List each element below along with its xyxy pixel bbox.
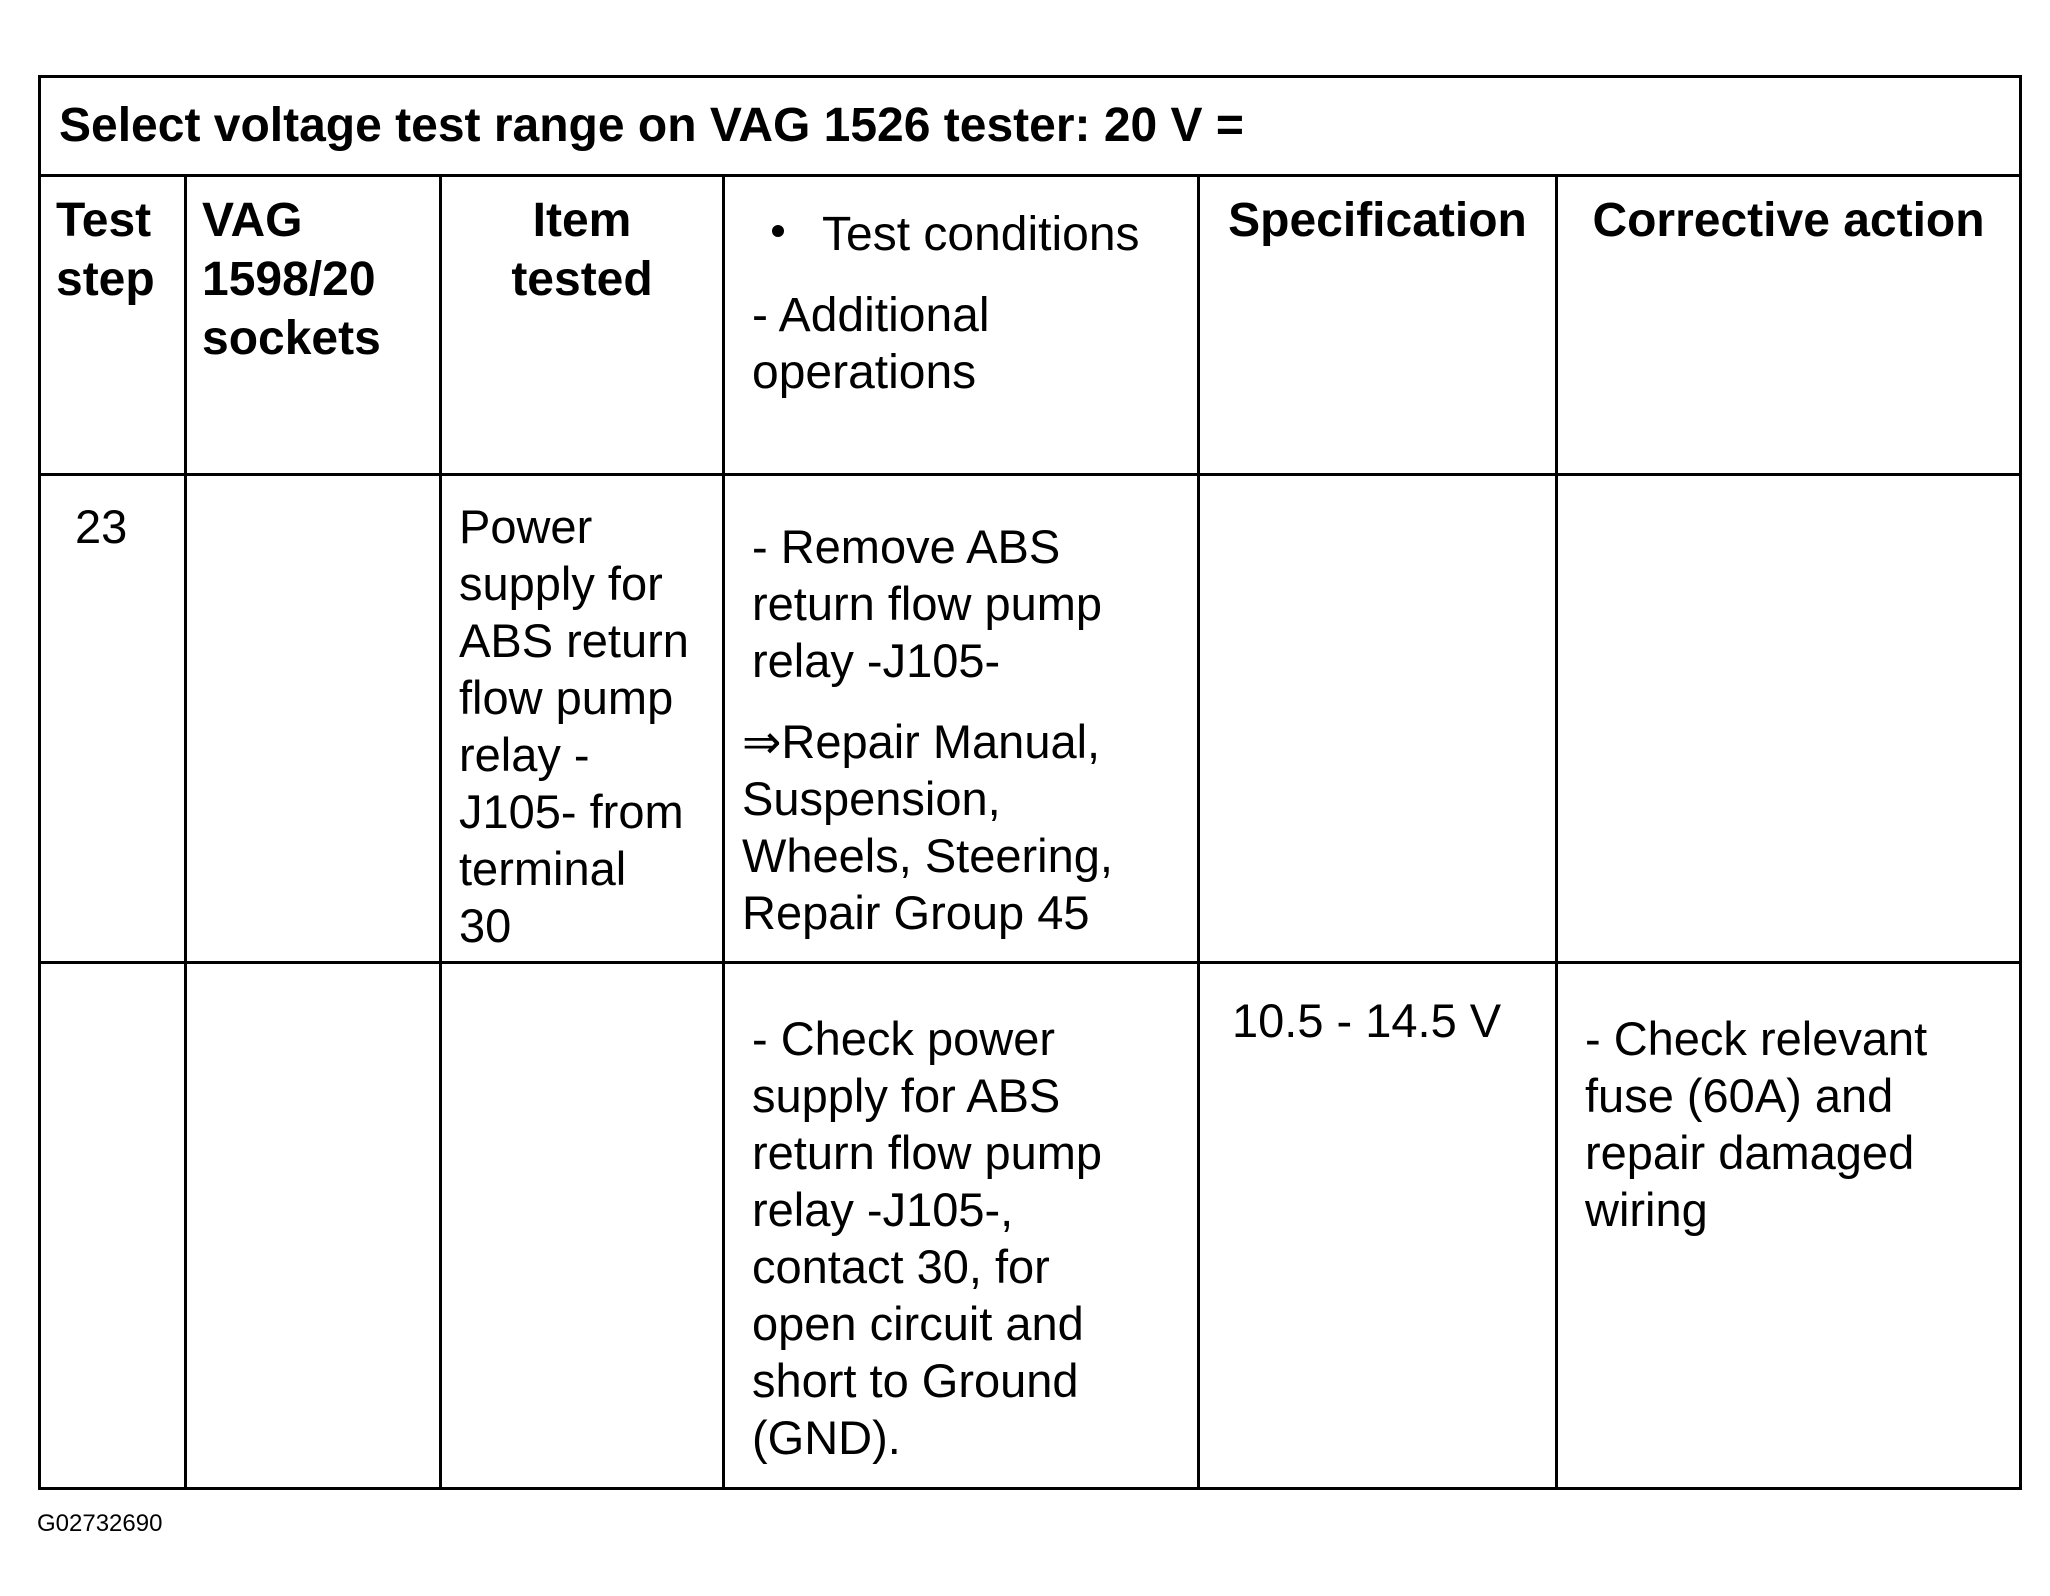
header-item-tested: Item tested [441,176,724,475]
table-row [40,963,2021,1489]
header-row [40,176,2021,475]
additional-operations-label: - Additional operations [752,289,990,399]
test-table [38,75,2022,1490]
title-row [40,77,2021,176]
row2-specification: 10.5 - 14.5 V [1199,963,1557,1489]
row1-sockets [186,475,441,963]
bullet-icon [772,225,784,237]
row2-conditions: - Check power supply for ABS return flow pump relay -J105-, contact 30, for open circuit and short to Ground (GND). [724,963,1199,1489]
figure-code: G02732690 [37,1510,163,1537]
row2-item-tested [441,963,724,1489]
row2-sockets [186,963,441,1489]
header-corrective-action: Corrective action [1557,176,2021,475]
row1-conditions-text: - Remove ABS return flow pump relay -J105- [752,520,1103,687]
test-conditions-line [752,205,1197,264]
test-conditions-label: Test conditions [822,208,1140,261]
row1-test-step: 23 [40,475,186,963]
row1-item-tested: Power supply for ABS return flow pump relay - J105- from terminal 30 [441,475,724,963]
table-row [40,475,2021,963]
row2-test-step [40,963,186,1489]
header-specification: Specification [1199,176,1557,475]
header-test-conditions [724,176,1199,475]
row1-corrective-action [1557,475,2021,963]
table-title: Select voltage test range on VAG 1526 tester: 20 V = [40,77,2021,176]
row2-corrective-action: - Check relevant fuse (60A) and repair damaged wiring [1557,963,2021,1489]
row1-conditions [724,475,1199,963]
row1-specification [1199,475,1557,963]
row1-repair-manual-ref: ⇒Repair Manual, Suspension, Wheels, Steering, Repair Group 45 [742,715,1113,939]
header-sockets: VAG 1598/20 sockets [186,176,441,475]
header-test-step: Test step [40,176,186,475]
